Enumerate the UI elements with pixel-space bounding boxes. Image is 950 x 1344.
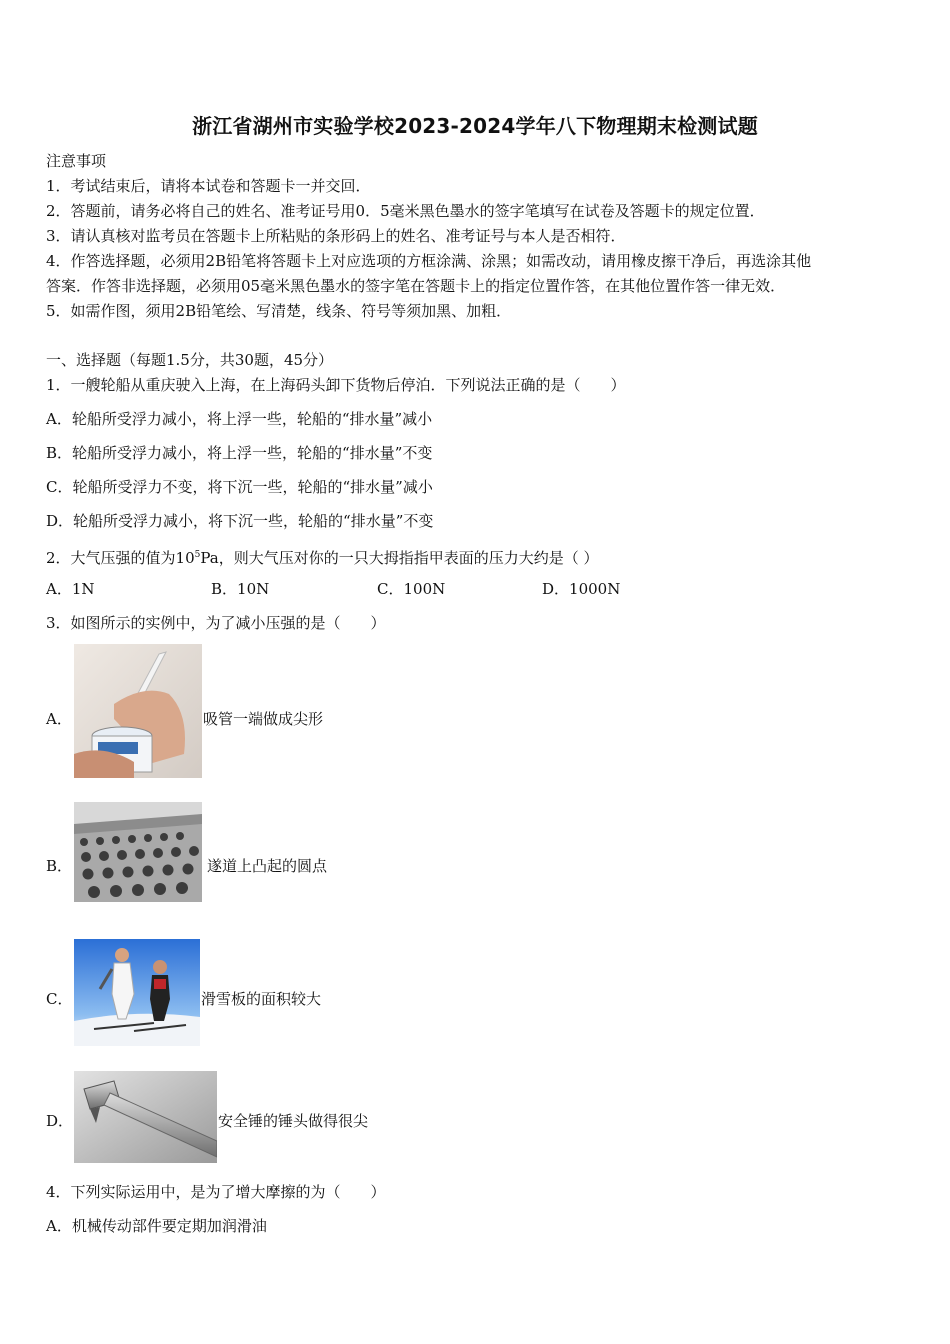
question-3-option-b-letter: B． xyxy=(46,857,73,875)
section-heading: 一、选择题（每题1.5分，共30题，45分） xyxy=(46,351,334,369)
notice-item: 4．作答选择题，必须用2B铅笔将答题卡上对应选项的方框涂满、涂黑；如需改动，请用橡皮擦干净后，再选涂其他 xyxy=(46,252,812,270)
question-2-option-a: A．1N xyxy=(46,580,95,598)
notice-item: 5．如需作图，须用2B铅笔绘、写清楚，线条、符号等须加黑、加粗． xyxy=(46,302,512,320)
notice-item: 2．答题前，请务必将自己的姓名、准考证号用0．5毫米黑色墨水的签字笔填写在试卷及答题卡的规定位置． xyxy=(46,202,765,220)
question-2-stem: 2．大气压强的值为$10^5Pa$，则大气压对你的一只大拇指指甲表面的压力大约是（ ） xyxy=(46,549,599,567)
question-3-stem: 3．如图所示的实例中，为了减小压强的是（ ） xyxy=(46,614,386,632)
question-4-option-a: A．机械传动部件要定期加润滑油 xyxy=(46,1217,267,1235)
question-1-option-c: C．轮船所受浮力不变，将下沉一些，轮船的“排水量”减小 xyxy=(46,478,433,496)
question-2-option-d: D．1000N xyxy=(542,580,621,598)
notice-item: 3．请认真核对监考员在答题卡上所粘贴的条形码上的姓名、准考证号与本人是否相符． xyxy=(46,227,626,245)
question-1-option-a: A．轮船所受浮力减小，将上浮一些，轮船的“排水量”减小 xyxy=(46,410,433,428)
question-1-option-b: B．轮船所受浮力减小，将上浮一些，轮船的“排水量”不变 xyxy=(46,444,433,462)
question-3-option-a-letter: A． xyxy=(46,710,72,728)
tactile-paving-photo-icon xyxy=(74,802,202,902)
question-1-option-d: D．轮船所受浮力减小，将下沉一些，轮船的“排水量”不变 xyxy=(46,512,434,530)
question-3-option-d-text: 安全锤的锤头做得很尖 xyxy=(218,1112,369,1130)
skiers-photo-icon xyxy=(74,939,200,1046)
straw-photo-icon xyxy=(74,644,202,778)
safety-hammer-photo-icon xyxy=(74,1071,217,1163)
question-4-stem: 4．下列实际运用中，是为了增大摩擦的为（ ） xyxy=(46,1183,386,1201)
notice-item: 1．考试结束后，请将本试卷和答题卡一并交回． xyxy=(46,177,371,195)
document-title: 浙江省湖州市实验学校2023-2024学年八下物理期末检测试题 xyxy=(192,114,758,138)
question-3-option-c-letter: C． xyxy=(46,990,73,1008)
notice-heading: 注意事项 xyxy=(46,152,107,170)
question-3-option-c-text: 滑雪板的面积较大 xyxy=(201,990,322,1008)
question-3-option-b-text: 遂道上凸起的圆点 xyxy=(207,857,328,875)
question-2-option-c: C．100N xyxy=(377,580,446,598)
question-3-option-d-letter: D． xyxy=(46,1112,74,1130)
notice-item: 答案．作答非选择题，必须用05毫米黑色墨水的签字笔在答题卡上的指定位置作答，在其他位置作答一律无效． xyxy=(46,277,786,295)
question-2-option-b: B．10N xyxy=(211,580,270,598)
question-1-stem: 1．一艘轮船从重庆驶入上海，在上海码头卸下货物后停泊．下列说法正确的是（ ） xyxy=(46,376,626,394)
question-3-option-a-text: 吸管一端做成尖形 xyxy=(203,710,324,728)
